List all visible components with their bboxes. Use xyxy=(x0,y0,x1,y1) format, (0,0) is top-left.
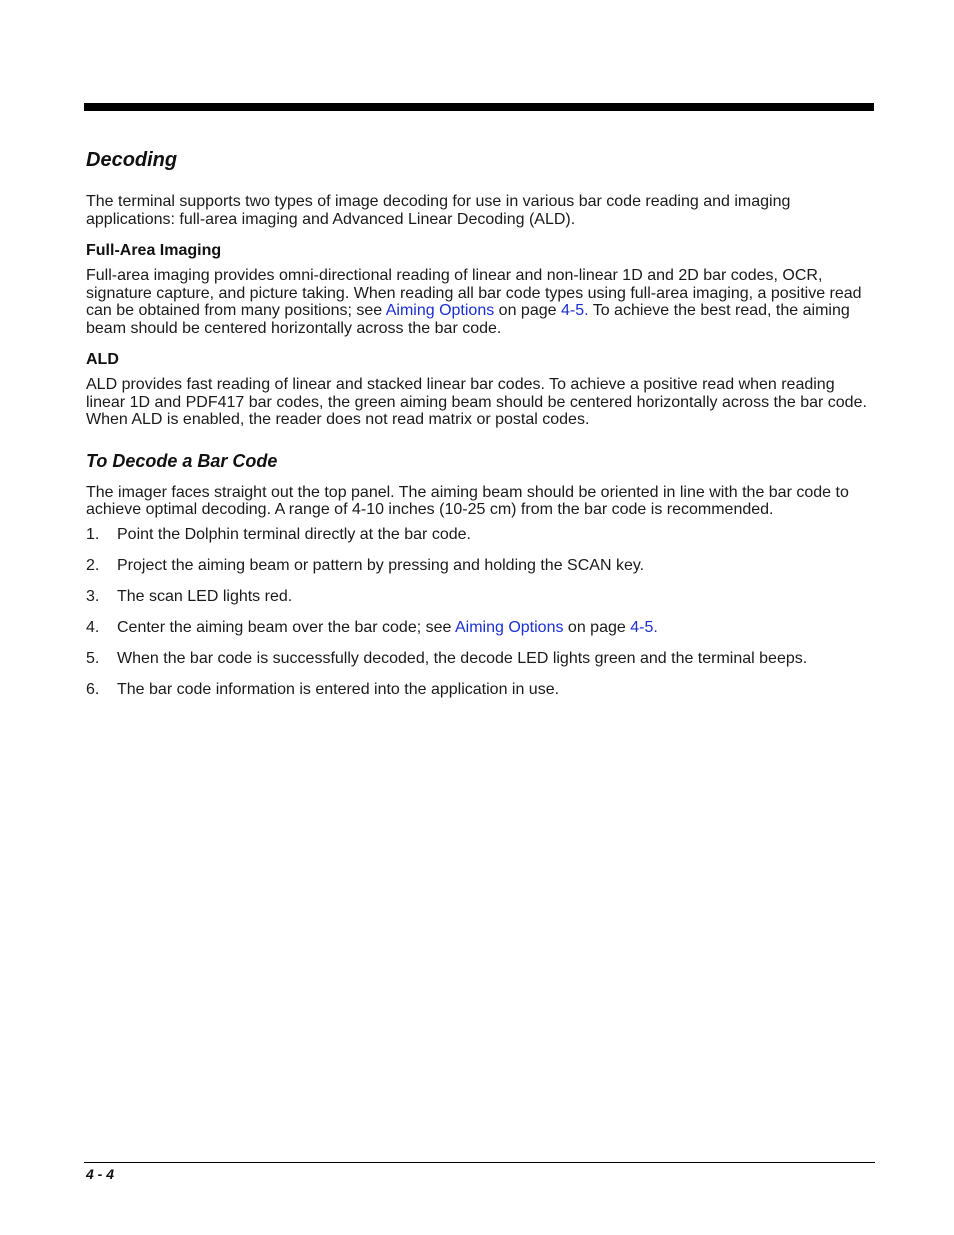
header-rule xyxy=(84,103,874,111)
list-item xyxy=(86,680,876,700)
section-title-decode-bar-code: To Decode a Bar Code xyxy=(86,450,278,471)
page-link[interactable]: 4-5. xyxy=(560,302,589,319)
step-text: Point the Dolphin terminal directly at the bar code. xyxy=(117,525,471,543)
decode-steps-list xyxy=(86,525,876,700)
step-number: 3. xyxy=(86,587,100,605)
section-title-decoding: Decoding xyxy=(86,149,178,171)
step-number: 2. xyxy=(86,556,100,574)
full-area-text-2: on page xyxy=(494,302,561,319)
list-item xyxy=(86,525,876,545)
step-text: When the bar code is successfully decoded, the decode LED lights green and the terminal beeps. xyxy=(117,649,808,667)
subheading-ald: ALD xyxy=(86,351,119,368)
subheading-full-area-imaging: Full-Area Imaging xyxy=(86,242,222,259)
aiming-options-link[interactable]: Aiming Options xyxy=(385,302,495,319)
step-number: 5. xyxy=(86,649,100,667)
list-item xyxy=(86,649,876,669)
step-number: 6. xyxy=(86,680,100,698)
step-number: 4. xyxy=(86,618,100,636)
page-number: 4 - 4 xyxy=(86,1166,115,1182)
full-area-text-3: To achieve the best read, the aiming beam should be centered horizontally across the bar code. xyxy=(86,302,850,337)
page-link[interactable]: 4-5. xyxy=(630,618,658,636)
ald-paragraph: ALD provides fast reading of linear and stacked linear bar codes. To achieve a positive read when reading linear 1D and PDF417 bar codes, the green aiming beam should be centered horizontally across the bar code. When ALD is enabled, the reader does not read matrix or postal codes. xyxy=(86,376,867,428)
step-text: Project the aiming beam or pattern by pressing and holding the SCAN key. xyxy=(117,556,645,574)
page-content xyxy=(86,146,876,700)
list-item xyxy=(86,618,876,638)
footer-rule xyxy=(84,1162,875,1163)
list-item xyxy=(86,587,876,607)
step-number: 1. xyxy=(86,525,100,543)
decoding-intro: The terminal supports two types of image decoding for use in various bar code reading and imaging applications: full-area imaging and Advanced Linear Decoding (ALD). xyxy=(86,193,791,228)
full-area-text-1: Full-area imaging provides omni-directional reading of linear and non-linear 1D and 2D bar codes, OCR, signature capture, and picture taking. When reading all bar code types using full-area imaging, a positive read can be obtained from many positions; see xyxy=(86,267,862,319)
step-text-before: Center the aiming beam over the bar code; see xyxy=(117,618,455,636)
step-text-mid: on page xyxy=(563,618,631,636)
decode-intro: The imager faces straight out the top panel. The aiming beam should be oriented in line with the bar code to achieve optimal decoding. A range of 4-10 inches (10-25 cm) from the bar code is recommended. xyxy=(86,483,849,518)
aiming-options-link[interactable]: Aiming Options xyxy=(454,618,564,636)
step-text: The bar code information is entered into the application in use. xyxy=(117,680,560,698)
step-text: The scan LED lights red. xyxy=(117,587,293,605)
list-item xyxy=(86,556,876,576)
full-area-paragraph xyxy=(86,267,876,337)
